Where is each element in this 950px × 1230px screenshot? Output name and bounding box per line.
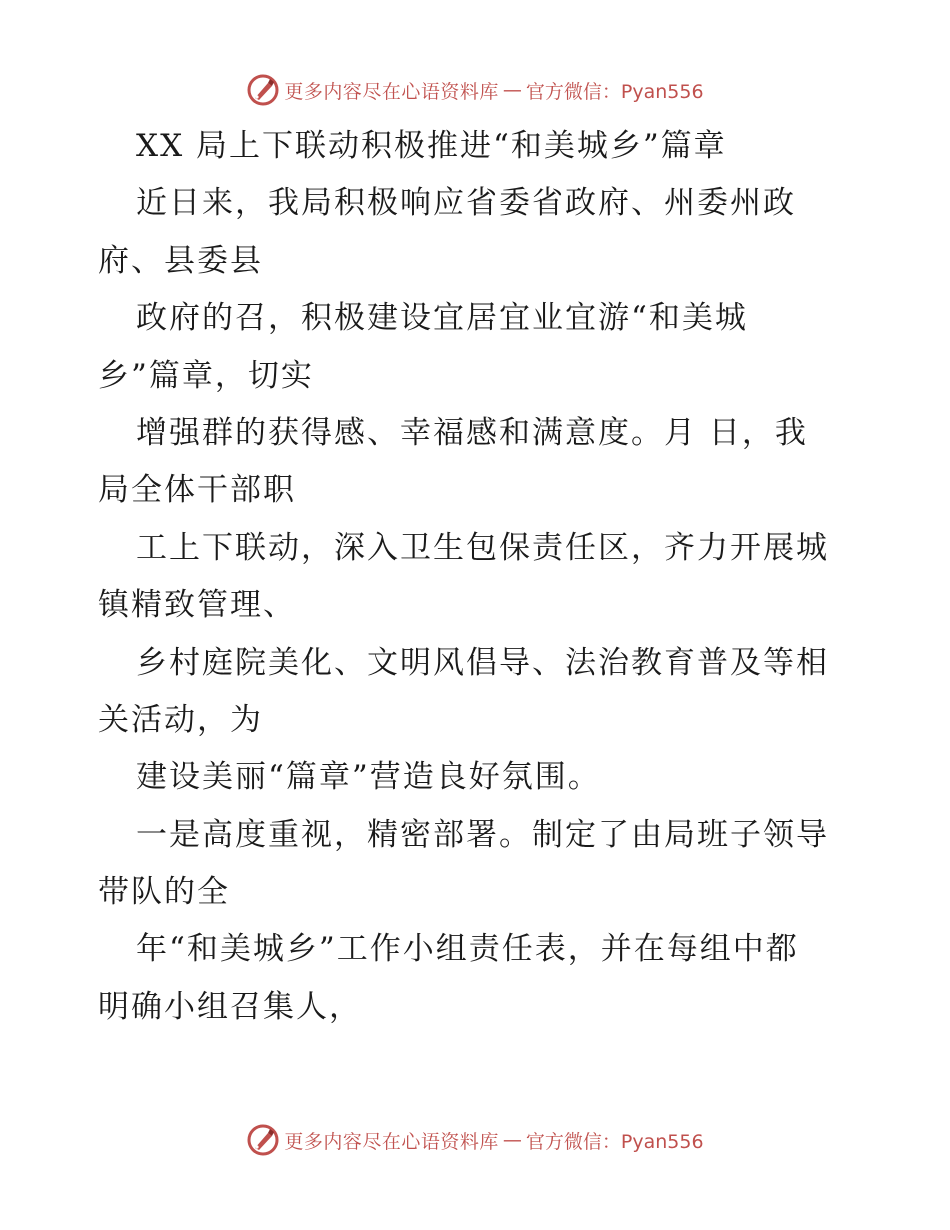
watermark-wechat: 官方微信：Pyan556 <box>525 1130 704 1153</box>
watermark-text: 更多内容尽在心语资料库 <box>284 1130 499 1153</box>
watermark-separator: — <box>502 1129 522 1151</box>
pen-logo-icon <box>246 73 280 107</box>
text-line: 局全体干部职 <box>98 472 296 509</box>
text-line: 一是高度重视，精密部署。制定了由局班子领导 <box>136 816 829 853</box>
text-line: 镇精致管理、 <box>98 587 296 624</box>
text-line: 近日来，我局积极响应省委省政府、州委州政 <box>136 185 796 222</box>
text-line: 明确小组召集人， <box>98 988 362 1025</box>
text-line: 关活动，为 <box>98 701 263 738</box>
footer-watermark <box>0 1120 950 1160</box>
text-line: 建设美丽“篇章”营造良好氛围。 <box>136 759 601 796</box>
text-line: 乡”篇章，切实 <box>98 357 314 394</box>
header-watermark <box>0 70 950 110</box>
watermark-separator: — <box>502 79 522 101</box>
text-line: 增强群的获得感、幸福感和满意度。月 日，我 <box>136 414 808 451</box>
text-line: 带队的全 <box>98 874 230 911</box>
document-body <box>98 118 858 1036</box>
text-line: 年“和美城乡”工作小组责任表，并在每组中都 <box>136 931 799 968</box>
watermark-text: 更多内容尽在心语资料库 <box>284 80 499 103</box>
text-line: 工上下联动，深入卫生包保责任区，齐力开展城 <box>136 529 829 566</box>
text-line: 政府的召，积极建设宜居宜业宜游“和美城 <box>136 300 748 337</box>
text-line: 府、县委县 <box>98 242 263 279</box>
text-line: 乡村庭院美化、文明风倡导、法治教育普及等相 <box>136 644 829 681</box>
document-title: XX 局上下联动积极推进“和美城乡”篇章 <box>136 128 727 164</box>
pen-logo-icon <box>246 1123 280 1157</box>
watermark-wechat: 官方微信：Pyan556 <box>525 80 704 103</box>
